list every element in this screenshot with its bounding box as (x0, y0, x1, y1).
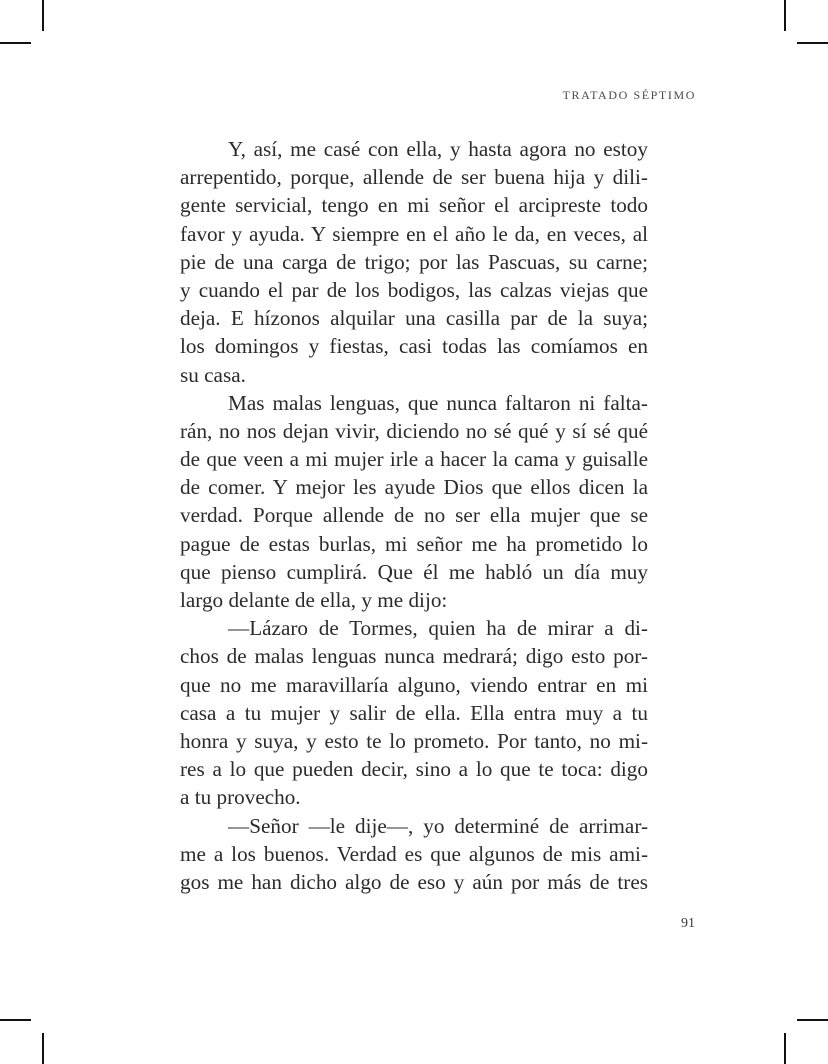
text-line: los domingos y fiestas, casi todas las comíamos en (180, 334, 648, 359)
text-line: honra y suya, y esto te lo prometo. Por tanto, no mi- (180, 728, 648, 753)
crop-mark-bottom-right-horizontal (797, 1019, 828, 1021)
text-line: —Señor —le dije—, yo determiné de arrimar- (228, 813, 648, 838)
text-line: me a los buenos. Verdad es que algunos de mis ami- (180, 841, 648, 866)
paragraph (180, 812, 648, 897)
text-line: gente servicial, tengo en mi señor el arcipreste todo (180, 193, 648, 218)
text-line: de comer. Y mejor les ayude Dios que ellos dicen la (180, 475, 648, 500)
body-text (180, 135, 648, 896)
paragraph (180, 614, 648, 811)
crop-mark-top-left-vertical (42, 0, 44, 31)
text-line: res a lo que pueden decir, sino a lo que te toca: digo (180, 757, 648, 782)
text-line: favor y ayuda. Y siempre en el año le da, en veces, al (180, 221, 648, 246)
running-head: TRATADO SÉPTIMO (562, 88, 696, 102)
text-line: pague de estas burlas, mi señor me ha prometido lo (180, 531, 648, 556)
text-line: chos de malas lenguas nunca medrará; digo esto por- (180, 644, 648, 669)
text-line: de que veen a mi mujer irle a hacer la cama y guisalle (180, 447, 648, 472)
text-line: largo delante de ella, y me dijo: (180, 588, 448, 612)
text-line: Mas malas lenguas, que nunca faltaron ni falta- (228, 390, 648, 415)
text-line: deja. E hízonos alquilar una casilla par de la suya; (180, 306, 648, 331)
text-line: rán, no nos dejan vivir, diciendo no sé qué y sí sé qué (180, 418, 648, 443)
page-number: 91 (681, 916, 695, 931)
text-line: casa a tu mujer y salir de ella. Ella entra muy a tu (180, 700, 648, 725)
text-line: verdad. Porque allende de no ser ella mujer que se (180, 503, 648, 528)
text-line: su casa. (180, 362, 246, 387)
text-line: —Lázaro de Tormes, quien ha de mirar a di- (228, 616, 648, 641)
crop-mark-top-right-vertical (784, 0, 786, 31)
text-line: a tu provecho. (180, 785, 301, 810)
text-line: arrepentido, porque, allende de ser buena hija y dili- (180, 165, 648, 190)
crop-mark-top-left-horizontal (0, 42, 31, 44)
text-line: y cuando el par de los bodigos, las calzas viejas que (180, 277, 648, 302)
crop-mark-top-right-horizontal (797, 42, 828, 44)
text-line: gos me han dicho algo de eso y aún por más de tres (180, 869, 648, 894)
crop-mark-bottom-left-horizontal (0, 1019, 31, 1021)
text-line: que pienso cumplirá. Que él me habló un día muy (180, 559, 648, 584)
crop-mark-bottom-left-vertical (42, 1033, 44, 1064)
text-line: Y, así, me casé con ella, y hasta agora no estoy (228, 137, 648, 161)
text-line: pie de una carga de trigo; por las Pascuas, su carne; (180, 249, 648, 274)
paragraph (180, 135, 648, 389)
crop-mark-bottom-right-vertical (784, 1033, 786, 1064)
paragraph (180, 389, 648, 615)
text-line: que no me maravillaría alguno, viendo entrar en mi (180, 672, 648, 697)
